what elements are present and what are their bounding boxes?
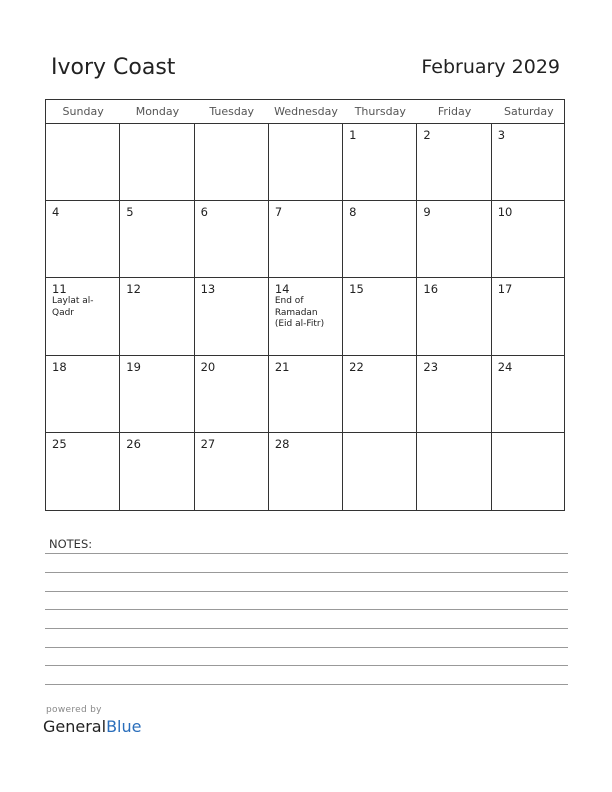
day-number: 3: [497, 128, 506, 142]
day-number: 9: [423, 205, 431, 220]
notes-line: [45, 665, 568, 666]
day-cell: [417, 356, 491, 432]
day-cell: [195, 356, 269, 432]
day-number: 19: [126, 359, 141, 374]
day-cell: [46, 356, 120, 432]
notes-line: [45, 684, 568, 685]
day-number: 24: [497, 359, 513, 374]
notes-line: [45, 609, 568, 610]
day-number: 25: [52, 436, 67, 451]
day-cell: [492, 433, 566, 510]
notes-line: [45, 647, 568, 648]
week-row: [46, 433, 564, 510]
notes-label: NOTES:: [49, 537, 93, 551]
day-number: 21: [274, 359, 290, 374]
holiday-label: Laylat al-Qadr: [52, 296, 94, 318]
day-number: 13: [200, 282, 216, 297]
day-cell: [46, 201, 120, 277]
notes-line: [45, 591, 568, 592]
day-cell: [492, 124, 566, 200]
day-cell: [46, 278, 120, 354]
powered-by-text: powered by: [46, 705, 102, 715]
weekday-header-row: [46, 100, 564, 124]
day-cell: [195, 124, 269, 200]
day-cell: [269, 124, 343, 200]
brand-blue: Blue: [106, 717, 142, 736]
day-cell: [120, 356, 194, 432]
calendar-grid: [45, 99, 565, 511]
day-number: 7: [274, 205, 283, 220]
day-number: 28: [274, 436, 290, 451]
day-cell: [195, 278, 269, 354]
weekday-label: Thursday: [354, 105, 406, 118]
day-cell: [195, 201, 269, 277]
notes-line: [45, 572, 568, 573]
day-number: 18: [52, 359, 67, 374]
day-number: 8: [349, 205, 357, 220]
day-number: 23: [423, 359, 439, 374]
day-cell: [120, 278, 194, 354]
day-cell: [46, 433, 120, 510]
day-number: 26: [126, 436, 141, 451]
day-number: 1: [349, 128, 357, 142]
generalblue-logo: [43, 717, 141, 736]
day-number: 27: [200, 436, 216, 451]
notes-line: [45, 553, 568, 554]
day-cell: [269, 433, 343, 510]
day-cell: [269, 356, 343, 432]
day-cell: [269, 278, 343, 354]
day-cell: [343, 124, 417, 200]
day-cell: [120, 201, 194, 277]
weekday-label: Sunday: [62, 105, 104, 118]
month-title: February 2029: [421, 56, 560, 78]
day-cell: [343, 278, 417, 354]
day-cell: [195, 433, 269, 510]
holiday-label: End of Ramadan (Eid al-Fitr): [274, 296, 325, 330]
day-number: 12: [126, 282, 141, 297]
day-number: 14: [274, 282, 290, 297]
weekday-label: Friday: [437, 105, 472, 118]
day-number: 4: [52, 205, 60, 220]
day-cell: [120, 433, 194, 510]
day-cell: [492, 201, 566, 277]
day-cell: [417, 201, 491, 277]
day-cell: [46, 124, 120, 200]
day-cell: [492, 356, 566, 432]
day-number: 16: [423, 282, 439, 297]
day-number: 2: [423, 128, 431, 142]
day-cell: [343, 356, 417, 432]
country-title: Ivory Coast: [51, 55, 176, 80]
day-cell: [269, 201, 343, 277]
week-row: [46, 201, 564, 278]
day-cell: [417, 278, 491, 354]
weekday-label: Monday: [135, 105, 180, 118]
day-number: 11: [52, 282, 67, 297]
brand-general: General: [43, 717, 107, 736]
day-cell: [417, 433, 491, 510]
day-number: 15: [349, 282, 364, 297]
notes-line: [45, 628, 568, 629]
day-cell: [492, 278, 566, 354]
week-row: [46, 124, 564, 201]
day-number: 6: [200, 205, 208, 220]
day-number: 10: [497, 205, 513, 220]
day-cell: [343, 201, 417, 277]
weekday-label: Wednesday: [274, 105, 338, 118]
weekday-label: Saturday: [504, 105, 554, 118]
day-number: 22: [349, 359, 364, 374]
day-cell: [417, 124, 491, 200]
week-row: [46, 278, 564, 355]
week-row: [46, 356, 564, 433]
day-cell: [343, 433, 417, 510]
weekday-label: Tuesday: [209, 105, 255, 118]
day-cell: [120, 124, 194, 200]
day-number: 5: [126, 205, 134, 220]
day-number: 20: [200, 359, 216, 374]
day-number: 17: [497, 282, 513, 297]
